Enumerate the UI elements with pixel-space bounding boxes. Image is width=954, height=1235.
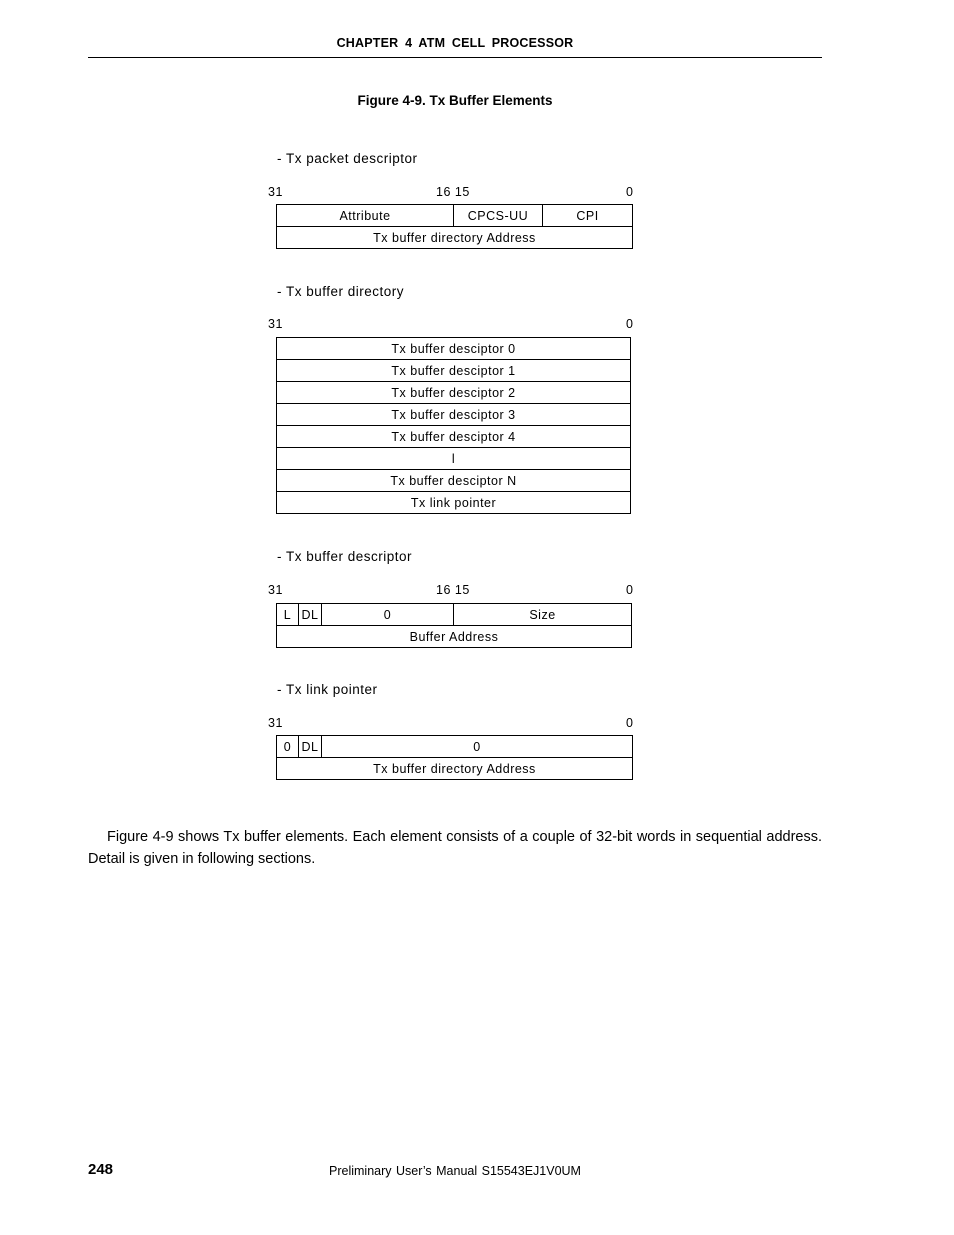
reserved-zero-field: 0 (322, 604, 454, 626)
table-row (277, 426, 631, 448)
buffer-descriptor-title: - Tx buffer descriptor (277, 549, 413, 564)
size-field: Size (454, 604, 632, 626)
buffer-directory-bit-0: 0 (626, 317, 634, 331)
buffer-descriptor-row-2 (277, 626, 632, 648)
body-paragraph: Figure 4-9 shows Tx buffer elements. Each element consists of a couple of 32-bit words in sequential address. Detail is given in following sections. (88, 829, 822, 867)
chapter-header: CHAPTER 4 ATM CELL PROCESSOR (336, 36, 574, 50)
packet-descriptor-bit-0: 0 (626, 185, 634, 199)
buffer-descriptor-bit-31: 31 (268, 583, 283, 597)
table-row (277, 360, 631, 382)
figure-title: Figure 4-9. Tx Buffer Elements (357, 93, 553, 108)
directory-entry-1: Tx buffer desciptor 1 (277, 360, 631, 382)
directory-entry-4: Tx buffer desciptor 4 (277, 426, 631, 448)
dl-flag-field: DL (299, 604, 322, 626)
link-pointer-row-2 (277, 758, 633, 780)
buffer-descriptor-table (276, 603, 632, 648)
table-row (277, 404, 631, 426)
packet-descriptor-row-2 (277, 227, 633, 249)
zero-flag-field: 0 (277, 736, 299, 758)
table-row (277, 492, 631, 514)
table-row (277, 382, 631, 404)
header-rule (88, 57, 822, 58)
directory-entry-3: Tx buffer desciptor 3 (277, 404, 631, 426)
buffer-descriptor-bit-16-15: 16 15 (436, 583, 470, 597)
link-pointer-bit-31: 31 (268, 716, 283, 730)
attribute-field: Attribute (277, 205, 454, 227)
packet-descriptor-bit-31: 31 (268, 185, 283, 199)
packet-descriptor-row-1 (277, 205, 633, 227)
buffer-descriptor-bit-0: 0 (626, 583, 634, 597)
packet-descriptor-bit-16-15: 16 15 (436, 185, 470, 199)
l-flag-field: L (277, 604, 299, 626)
link-pointer-bit-0: 0 (626, 716, 634, 730)
buffer-descriptor-row-1 (277, 604, 632, 626)
buffer-directory-table (276, 337, 631, 514)
link-pointer-table (276, 735, 633, 780)
tx-buffer-directory-address-field: Tx buffer directory Address (277, 227, 633, 249)
directory-link-pointer: Tx link pointer (277, 492, 631, 514)
table-row (277, 338, 631, 360)
link-pointer-title: - Tx link pointer (277, 682, 378, 697)
cpi-field: CPI (543, 205, 633, 227)
buffer-address-field: Buffer Address (277, 626, 632, 648)
dl-flag-field: DL (299, 736, 322, 758)
page-number: 248 (88, 1161, 114, 1178)
directory-entry-2: Tx buffer desciptor 2 (277, 382, 631, 404)
cpcs-uu-field: CPCS-UU (454, 205, 543, 227)
packet-descriptor-table (276, 204, 633, 249)
directory-entry-n: Tx buffer desciptor N (277, 470, 631, 492)
packet-descriptor-title: - Tx packet descriptor (277, 151, 418, 166)
directory-ellipsis: l (277, 448, 631, 470)
table-row (277, 470, 631, 492)
table-row (277, 448, 631, 470)
tx-buffer-directory-address-field: Tx buffer directory Address (277, 758, 633, 780)
link-pointer-row-1 (277, 736, 633, 758)
reserved-zero-field: 0 (322, 736, 633, 758)
directory-entry-0: Tx buffer desciptor 0 (277, 338, 631, 360)
manual-footer: Preliminary User’s Manual S15543EJ1V0UM (329, 1164, 581, 1178)
buffer-directory-title: - Tx buffer directory (277, 284, 405, 299)
buffer-directory-bit-31: 31 (268, 317, 283, 331)
